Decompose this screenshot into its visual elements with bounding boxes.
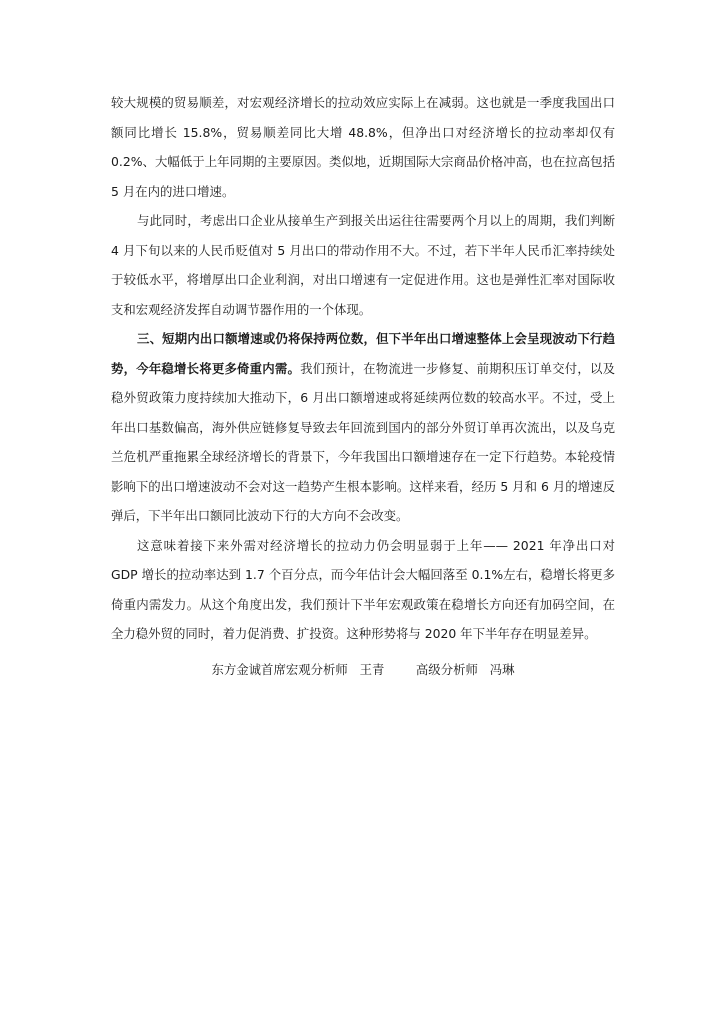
senior-analyst: 高级分析师 冯琳 [415, 662, 515, 677]
paragraph-trade-surplus [111, 88, 615, 206]
paragraph-text: 这意味着接下来外需对经济增长的拉动力仍会明显弱于上年—— 2021 年净出口对 GDP 增长的拉动率达到 1.7 个百分点，而今年估计会大幅回落至 0.1%左右，稳增长将更多倚重内需发力。从这个角度出发，我们预计下半年宏观政策在稳增长方向还有加码空间，在全力稳外贸的同时，着力促消费、扩投资。这种形势将与 2020 年下半年存在明显差异。 [111, 537, 615, 641]
chief-analyst: 东方金诚首席宏观分析师 王青 [211, 662, 385, 677]
paragraph-text: 我们预计，在物流进一步修复、前期积压订单交付，以及稳外贸政策力度持续加大推动下，6 月出口额增速或将延续两位数的较高水平。不过，受上年出口基数偏高，海外供应链修复导致去年回流到国内的部分外贸订单再次流出，以及乌克兰危机严重拖累全球经济增长的背景下，今年我国出口额增速存在一定下行趋势。本轮疫情影响下的出口增速波动不会对这一趋势产生根本影响。这样来看，经历 5 月和 6 月的增速反弹后，下半年出口额同比波动下行的大方向不会改变。 [111, 360, 616, 523]
section-heading: 三、短期内出口额增速或仍将保持两位数，但下半年出口增速整体上会呈现波动下行趋势，今年稳增长将更多倚重内需。 [111, 331, 615, 376]
article-body [111, 88, 615, 649]
author-signature [111, 660, 615, 680]
paragraph-external-demand [111, 531, 615, 649]
paragraph-text: 较大规模的贸易顺差，对宏观经济增长的拉动效应实际上在减弱。这也就是一季度我国出口额同比增长 15.8%，贸易顺差同比大增 48.8%，但净出口对经济增长的拉动率却仅有 0.2%、大幅低于上年同期的主要原因。类似地，近期国际大宗商品价格冲高，也在拉高包括 5 月在内的进口增速。 [111, 95, 615, 199]
paragraph-text: 与此同时，考虑出口企业从接单生产到报关出运往往需要两个月以上的周期，我们判断 4 月下旬以来的人民币贬值对 5 月出口的带动作用不大。不过，若下半年人民币汇率持续处于较低水平，将增厚出口企业利润，对出口增速有一定促进作用。这也是弹性汇率对国际收支和宏观经济发挥自动调节器作用的一个体现。 [111, 213, 615, 317]
paragraph-exchange-rate [111, 206, 615, 324]
paragraph-outlook [111, 324, 615, 531]
